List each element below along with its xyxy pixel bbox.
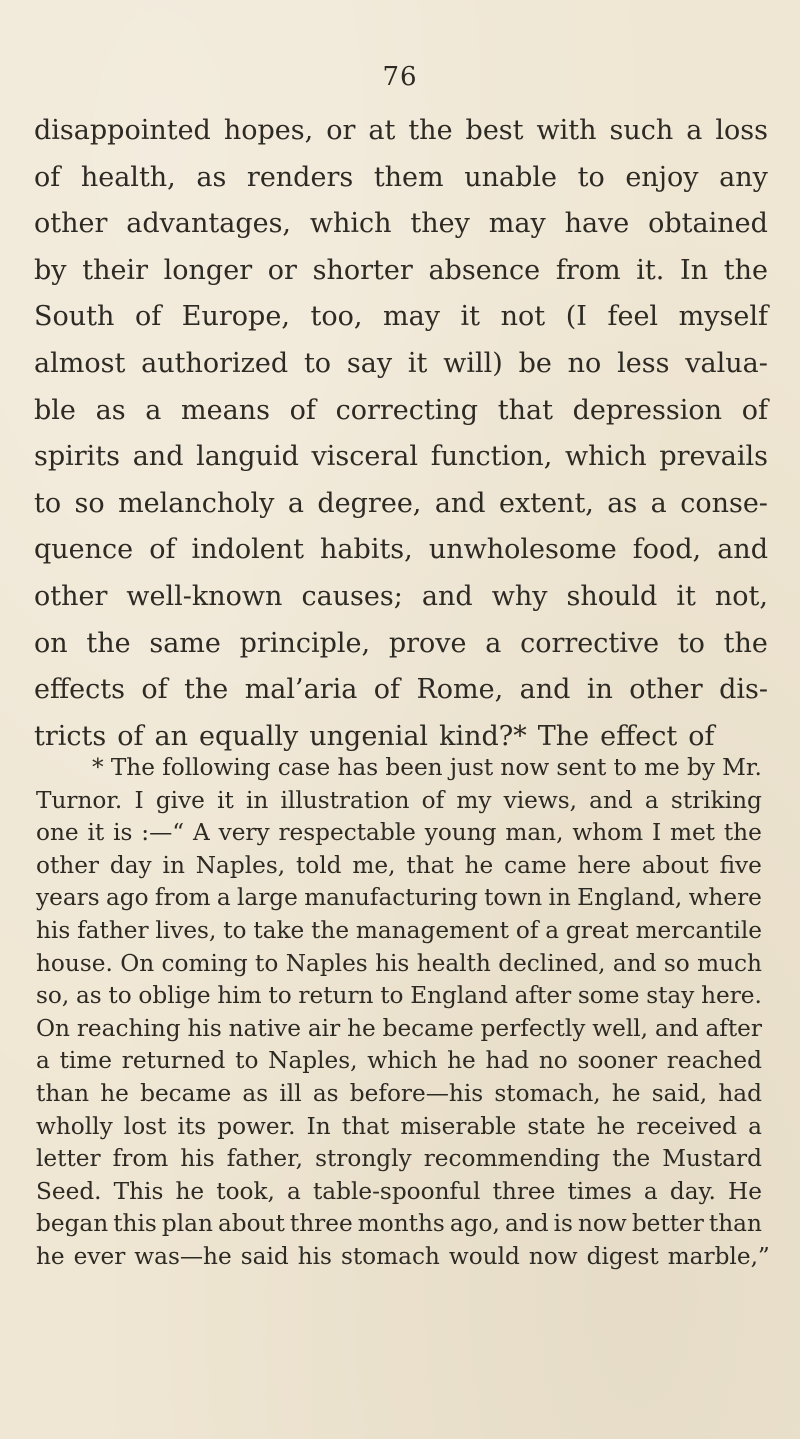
text-line: spirits and languid visceral function, which prevails	[34, 441, 768, 473]
footnote-line: years ago from a large manufacturing town in England, where	[36, 884, 762, 912]
footnote-line: * The following case has been just now sent to me by Mr.	[92, 754, 762, 781]
text-line: South of Europe, too, may it not (I feel myself	[34, 301, 768, 333]
text-line: to so melancholy a degree, and extent, as a conse-	[34, 487, 768, 519]
text-line: ble as a means of correcting that depression of	[34, 394, 768, 426]
footnote-line: so, as to oblige him to return to England after some stay here.	[36, 982, 762, 1010]
footnote-line: other day in Naples, told me, that he came here about five	[36, 851, 762, 879]
text-line: by their longer or shorter absence from it. In the	[34, 254, 768, 286]
text-line: other advantages, which they may have obtained	[34, 208, 768, 240]
footnote-line: Turnor. I give it in illustration of my views, and a striking	[36, 786, 762, 814]
footnote-line: house. On coming to Naples his health declined, and so much	[36, 949, 762, 977]
footnote-line: his father lives, to take the management of a great mercantile	[36, 916, 762, 944]
footnote-line: wholly lost its power. In that miserable state he received a	[36, 1112, 762, 1140]
footnote-line: On reaching his native air he became perfectly well, and after	[36, 1014, 762, 1042]
footnote-line: he ever was—he said his stomach would now digest marble,”	[36, 1242, 770, 1270]
footnote-line: a time returned to Naples, which he had no sooner reached	[36, 1047, 762, 1075]
footnote-line: letter from his father, strongly recommending the Mustard	[36, 1145, 762, 1173]
footnote-line: Seed. This he took, a table-spoonful three times a day. He	[36, 1177, 762, 1205]
text-line: almost authorized to say it will) be no less valua-	[34, 347, 768, 379]
main-text	[34, 108, 768, 760]
footnote-line: began this plan about three months ago, and is now better than	[36, 1210, 762, 1238]
text-line: of health, as renders them unable to enjoy any	[34, 161, 768, 193]
text-line: tricts of an equally ungenial kind?* The effect of	[34, 720, 715, 752]
text-line: quence of indolent habits, unwholesome food, and	[34, 534, 768, 566]
text-line: disappointed hopes, or at the best with such a loss	[34, 115, 768, 146]
text-line: on the same principle, prove a corrective to the	[34, 627, 768, 659]
text-line: other well-known causes; and why should it not,	[34, 580, 768, 612]
footnote-line: one it is :—“ A very respectable young man, whom I met the	[36, 819, 762, 847]
page-number: 76	[382, 62, 418, 92]
footnote	[36, 752, 770, 1274]
footnote-line: than he became as ill as before—his stomach, he said, had	[36, 1079, 762, 1107]
text-line: effects of the mal’aria of Rome, and in other dis-	[34, 674, 768, 706]
